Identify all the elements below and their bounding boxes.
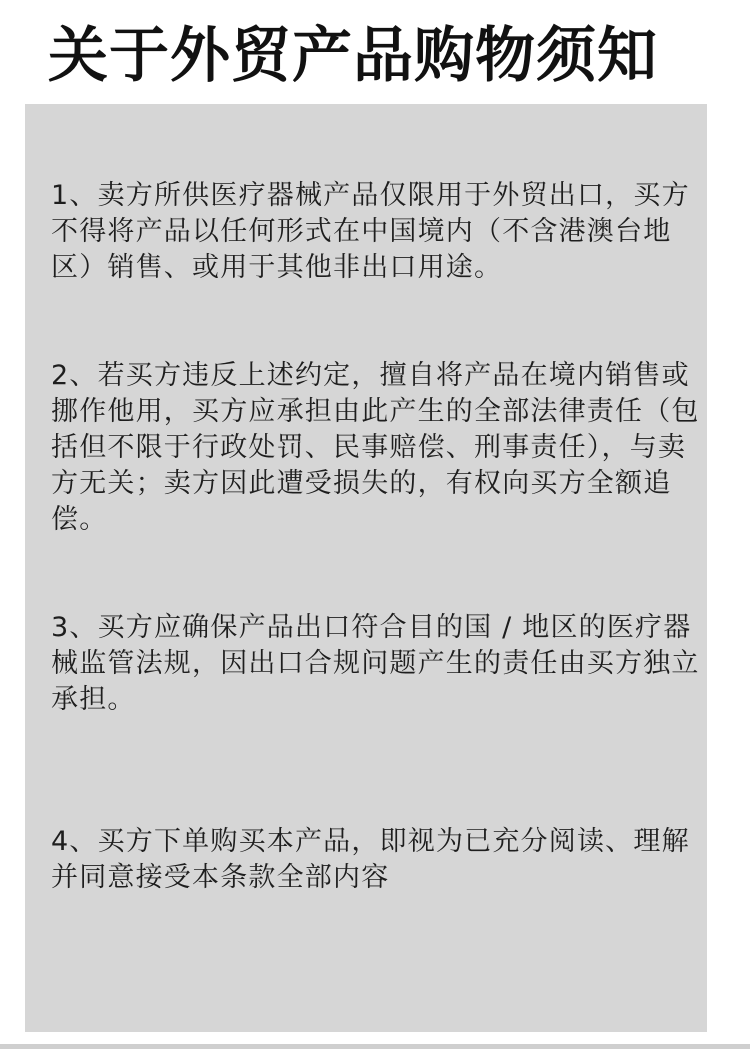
notice-panel bbox=[25, 104, 707, 1032]
clause-4: 4、买方下单购买本产品，即视为已充分阅读、理解并同意接受本条款全部内容 bbox=[51, 826, 690, 893]
clause-1: 1、卖方所供医疗器械产品仅限用于外贸出口，买方不得将产品以任何形式在中国境内（不含港澳台地区）销售、或用于其他非出口用途。 bbox=[51, 180, 690, 283]
clause-3: 3、买方应确保产品出口符合目的国 / 地区的医疗器械监管法规，因出口合规问题产生的责任由买方独立承担。 bbox=[51, 612, 700, 715]
bottom-divider bbox=[0, 1044, 750, 1049]
clause-2: 2、若买方违反上述约定，擅自将产品在境内销售或挪作他用，买方应承担由此产生的全部法律责任（包括但不限于行政处罚、民事赔偿、刑事责任），与卖方无关；卖方因此遭受损失的，有权向买方全额追偿。 bbox=[51, 360, 700, 535]
page-title: 关于外贸产品购物须知 bbox=[48, 21, 658, 91]
